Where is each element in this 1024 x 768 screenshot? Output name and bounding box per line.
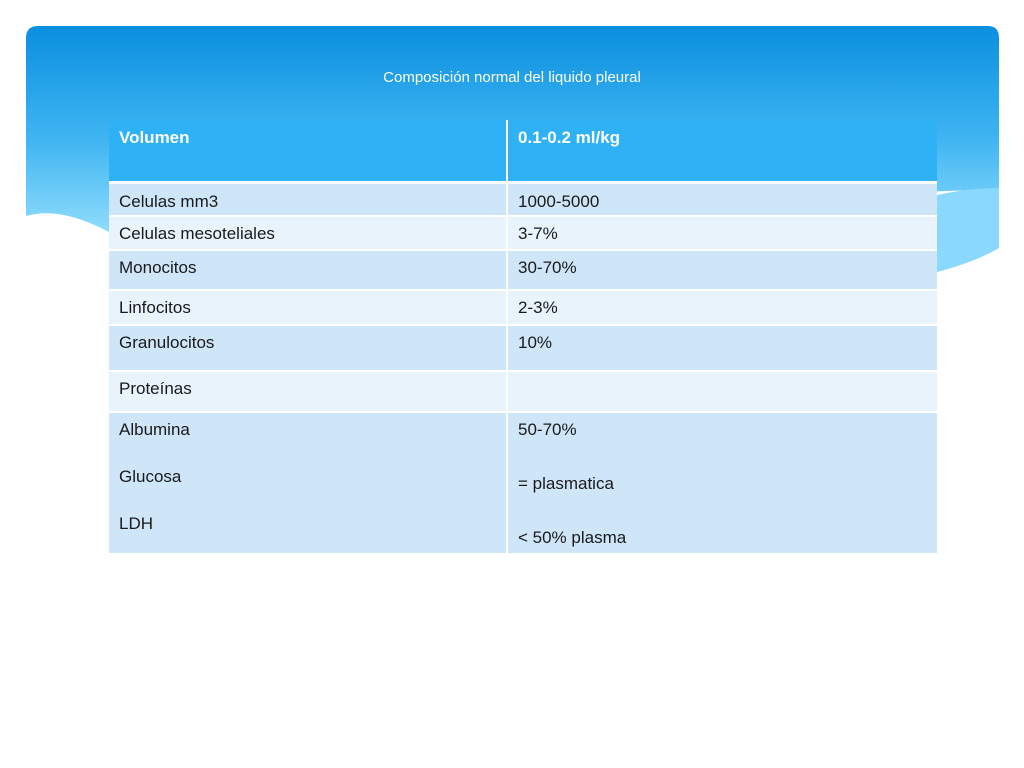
cell-value: 3-7%	[507, 216, 937, 250]
cell-value: 30-70%	[507, 250, 937, 290]
header-cell-parameter: Volumen	[109, 120, 507, 182]
line-glucosa: Glucosa	[119, 467, 182, 486]
table-header-row	[109, 120, 937, 182]
cell-parameter: Celulas mesoteliales	[109, 216, 507, 250]
table-row	[109, 290, 937, 325]
cell-parameter: Monocitos	[109, 250, 507, 290]
cell-parameter: Granulocitos	[109, 325, 507, 371]
table-row	[109, 250, 937, 290]
line-ldh: LDH	[119, 514, 154, 533]
table-row	[109, 216, 937, 250]
line-ldh-value: < 50% plasma	[518, 528, 627, 547]
cell-value	[507, 371, 937, 412]
table-row	[109, 412, 937, 554]
cell-parameter: Linfocitos	[109, 290, 507, 325]
cell-value: 2-3%	[507, 290, 937, 325]
cell-value: 1000-5000	[507, 182, 937, 216]
cell-value-multi	[507, 412, 937, 554]
line-albumina: Albumina	[119, 420, 190, 439]
table-row	[109, 182, 937, 216]
slide-title: Composición normal del liquido pleural	[383, 69, 641, 86]
cell-value: 10%	[507, 325, 937, 371]
table-row	[109, 325, 937, 371]
table-row	[109, 371, 937, 412]
cell-parameter-multi	[109, 412, 507, 554]
header-cell-value: 0.1-0.2 ml/kg	[507, 120, 937, 182]
line-glucosa-value: = plasmatica	[518, 474, 614, 493]
pleural-fluid-table	[109, 120, 937, 555]
cell-parameter: Celulas mm3	[109, 182, 507, 216]
cell-parameter: Proteínas	[109, 371, 507, 412]
line-albumina-value: 50-70%	[518, 420, 577, 439]
